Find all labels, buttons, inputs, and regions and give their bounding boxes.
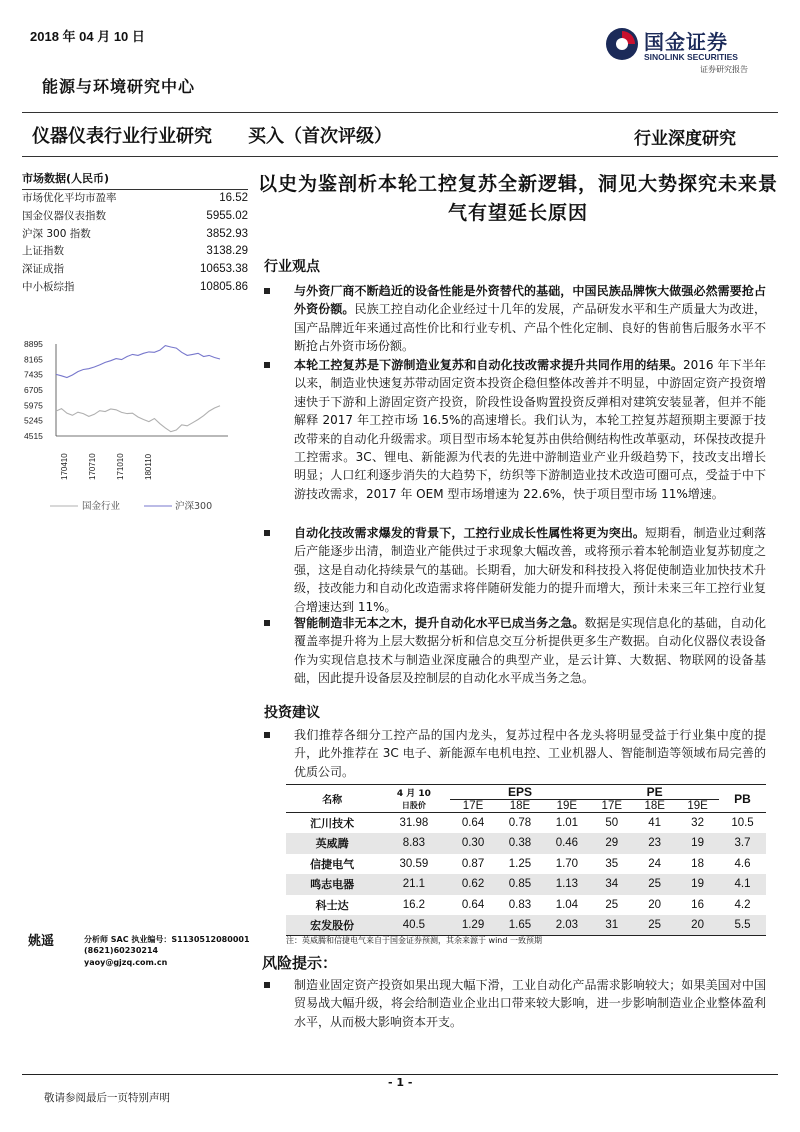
viewpoint-bold: 智能制造非无本之木，提升自动化水平已成当务之急。 [294, 616, 585, 630]
risk-text: 制造业固定资产投资如果出现大幅下滑，工业自动化产品需求影响较大；如果美国对中国贸易战大幅升级，将会给制造业企业出口带来较大影响，进一步影响制造业企业整体盈利水平，从而极大影响资本开支。 [294, 978, 766, 1029]
year-header: 19E [676, 800, 719, 813]
pe-cell: 19 [676, 833, 719, 854]
eps-cell: 1.25 [508, 857, 532, 870]
year-header: 18E [633, 800, 676, 813]
pe-cell: 34 [590, 874, 633, 895]
year-header: 19E [543, 800, 590, 813]
invest-text: 我们推荐各细分工控产品的国内龙头，复苏过程中各龙头将明显受益于行业集中度的提升，此外推荐在 3C 电子、新能源车电机电控、工业机器人、智能制造等领域布局完善的优质公司。 [294, 728, 766, 779]
market-data-title: 市场数据(人民币) [22, 170, 248, 190]
chart-legend-label: 沪深300 [175, 501, 213, 512]
stock-price: 30.59 [399, 857, 429, 870]
table-row [286, 833, 766, 854]
pe-cell: 16 [691, 898, 704, 911]
chart-y-tick-label: 8895 [24, 339, 43, 349]
chart-y-tick-label: 7435 [24, 369, 43, 380]
market-data-row [22, 208, 248, 226]
index-comparison-chart [22, 336, 248, 522]
chart-series-line [56, 406, 220, 432]
bullet-icon [264, 288, 270, 294]
stock-price: 8.83 [378, 833, 449, 854]
risk-section-title: 风险提示： [262, 954, 338, 972]
viewpoint-text: 2016 年下半年以来，制造业快速复苏带动固定资本投资企稳但整体改善并不明显，中游固定资产投资增速快于下游和上游固定资产投资，阶段性设备购置投资反弹相对建筑安装显著，但并不能解释 2017 年工控市场 16.5%的高速增长。我们认为，本轮工控复苏超预期主要源于技改带来的自动化升级需求。项目型市场本轮复苏由供给侧结构性改革驱动，环保技改提升工控需求。3C、锂电、新能源为代表的先进中游制造业产业升级趋势下，技改支出增长明显；人口红利逐步消失的大趋势下，纺织等下游制造业技术改造可圈可点，受益于中下游技改需求，2017 年 OEM 型市场增速为 22.6%，快于项目型市场 11%增速。 [294, 358, 766, 501]
footer-divider [22, 1074, 778, 1075]
stock-name: 英威腾 [286, 833, 378, 854]
stock-name: 宏发股份 [286, 915, 378, 936]
pe-cell: 32 [691, 817, 704, 829]
pe-cell: 18 [691, 857, 704, 870]
report-type: 行业深度研究 [634, 129, 736, 149]
company-logo [604, 24, 764, 66]
chart-x-tick-label: 170710 [88, 453, 97, 480]
pb-cell: 4.2 [734, 898, 751, 911]
pe-cell: 23 [633, 833, 676, 854]
market-data-row [22, 261, 248, 279]
pe-cell: 20 [676, 915, 719, 936]
analyst-email[interactable]: yaoy@gjzq.com.cn [84, 958, 168, 967]
eps-cell: 1.70 [555, 857, 579, 870]
col-pb-header: PB [719, 785, 766, 813]
viewpoint-section-title: 行业观点 [264, 259, 320, 275]
chart-svg [22, 336, 248, 522]
logo-chinese-name: 国金证券 [644, 30, 728, 54]
col-price-header: 4 月 10 [378, 785, 449, 800]
chart-y-tick-label: 5975 [24, 400, 43, 411]
viewpoint-bold: 本轮工控复苏是下游制造业复苏和自动化技改需求提升共同作用的结果。 [294, 358, 684, 372]
market-data-row [22, 279, 248, 297]
stock-price: 21.1 [378, 874, 449, 895]
eps-cell: 0.46 [543, 833, 590, 854]
page-number: - 1 - [388, 1076, 413, 1089]
chart-x-tick-label: 170410 [60, 453, 69, 480]
viewpoint-item [264, 282, 766, 356]
market-value: 10805.86 [200, 280, 248, 293]
eps-cell: 0.85 [497, 874, 544, 895]
viewpoint-item [264, 356, 766, 503]
pb-cell: 3.7 [719, 833, 766, 854]
market-data-row [22, 226, 248, 244]
chart-y-tick-label: 6705 [24, 385, 43, 395]
market-value: 3852.93 [206, 227, 248, 240]
report-main-title: 以史为鉴剖析本轮工控复苏全新逻辑，洞见大势探究未来景气有望延长原因 [258, 173, 779, 224]
eps-cell: 0.83 [508, 898, 532, 911]
viewpoint-text: 数据是实现信息化的基础，自动化覆盖率提升将为上层大数据分析和信息交互分析提供更多生产数据。自动化仪器仪表设备作为实现信息技术与制造业深度融合的典型产业，是云计算、大数据、物联网的设备基础，因此提升设备层及控制层的自动化水平成当务之急。 [294, 616, 766, 686]
table-row [286, 915, 766, 936]
pb-cell: 5.5 [719, 915, 766, 936]
viewpoint-item [264, 524, 766, 616]
year-header: 17E [590, 800, 633, 813]
bullet-icon [264, 362, 270, 368]
col-eps-header: EPS [450, 785, 591, 800]
col-name-header: 名称 [286, 785, 378, 813]
market-value: 5955.02 [206, 209, 248, 222]
analyst-cert: 分析师 SAC 执业编号：S1130512080001 [84, 935, 250, 944]
pe-cell: 25 [633, 874, 676, 895]
report-label: 证券研究报告 [700, 65, 748, 74]
pe-cell: 29 [590, 833, 633, 854]
rating: 买入（首次评级） [248, 126, 392, 147]
research-center: 能源与环境研究中心 [42, 77, 196, 96]
valuation-note: 注：英威腾和信捷电气来自于国金证券预测，其余来源于 wind 一致预期 [286, 936, 542, 945]
pe-cell: 20 [648, 898, 662, 911]
market-label: 市场优化平均市盈率 [22, 192, 117, 204]
pe-cell: 31 [590, 915, 633, 936]
chart-x-tick-label: 180110 [144, 453, 153, 480]
chart-y-tick-label: 8165 [24, 354, 43, 365]
chart-series-line [56, 346, 220, 378]
viewpoint-text: 民族工控自动化企业经过十几年的发展，产品研发水平和生产质量大为改进，国产品牌近年来通过高性价比和行业专机、产品个性化定制、良好的售前售后服务水平不断抢占外资市场份额。 [294, 302, 766, 354]
eps-cell: 0.78 [508, 817, 532, 829]
eps-cell: 2.03 [543, 915, 590, 936]
market-label: 上证指数 [22, 245, 64, 258]
stock-price: 31.98 [399, 817, 429, 829]
eps-cell: 1.01 [555, 817, 579, 829]
stock-name: 汇川技术 [310, 817, 355, 830]
table-row [286, 874, 766, 895]
report-date: 2018 年 04 月 10 日 [30, 29, 145, 44]
eps-cell: 1.65 [497, 915, 544, 936]
invest-item [264, 726, 766, 781]
invest-section-title: 投资建议 [264, 705, 320, 721]
logo-english-name: SINOLINK SECURITIES [644, 52, 738, 62]
stock-price: 40.5 [378, 915, 449, 936]
sinolink-logo-icon [604, 26, 640, 62]
analyst-info [22, 930, 262, 974]
bullet-icon [264, 620, 270, 626]
risk-item [264, 976, 766, 1031]
table-header-row [286, 785, 766, 800]
viewpoint-item [264, 614, 766, 688]
analyst-phone: (8621)60230214 [84, 946, 159, 955]
stock-name: 科士达 [315, 898, 349, 912]
chart-legend-label: 国金行业 [82, 501, 121, 512]
pe-cell: 25 [633, 915, 676, 936]
bullet-icon [264, 982, 270, 988]
viewpoint-bold: 与外资厂商不断趋近的设备性能是外资替代的基础，中国民族品牌恢大做强必然需要抢占外资份额。 [294, 284, 766, 317]
eps-cell: 1.13 [543, 874, 590, 895]
market-label: 国金仪器仪表指数 [22, 209, 106, 222]
eps-cell: 0.62 [450, 874, 497, 895]
year-header: 18E [497, 800, 544, 813]
pe-cell: 35 [605, 857, 619, 870]
market-value: 10653.38 [200, 263, 248, 276]
market-data-row [22, 190, 248, 208]
header-divider [22, 112, 778, 113]
chart-y-tick-label: 4515 [24, 431, 43, 441]
table-row [286, 895, 766, 916]
stock-name: 信捷电气 [310, 857, 355, 871]
pe-cell: 25 [605, 898, 619, 911]
eps-cell: 0.30 [450, 833, 497, 854]
market-value: 16.52 [219, 192, 248, 204]
eps-cell: 0.38 [497, 833, 544, 854]
eps-cell: 0.87 [461, 857, 485, 870]
chart-x-tick-label: 171010 [116, 453, 125, 480]
chart-y-tick-label: 5245 [24, 415, 43, 426]
footer-disclaimer: 敬请参阅最后一页特别声明 [44, 1092, 170, 1104]
eps-cell: 0.64 [461, 898, 485, 911]
col-price-subheader: 日股价 [378, 800, 449, 813]
market-data-panel [22, 170, 248, 297]
market-label: 中小板综指 [22, 280, 75, 293]
table-row [286, 813, 766, 834]
pe-cell: 19 [676, 874, 719, 895]
col-pe-header: PE [590, 785, 719, 800]
market-label: 沪深 300 指数 [22, 227, 91, 240]
pb-cell: 4.1 [719, 874, 766, 895]
valuation-table [286, 784, 766, 936]
industry-title: 仪器仪表行业行业研究 [32, 126, 212, 147]
pe-cell: 41 [648, 817, 662, 829]
bullet-icon [264, 732, 270, 738]
year-header: 17E [450, 800, 497, 813]
pb-cell: 10.5 [731, 817, 754, 829]
viewpoint-text: 短期看，制造业过剩落后产能逐步出清，制造业产能供过于求现象大幅改善，或将预示着本轮制造业复苏韧度之强，这是自动化持续景气的基础。长期看，加大研发和科技投入将促使制造业加快技术升级，技改能力和自动化改造需求将伴随研发能力的提升而增大，预计未来三年工控行业复合增速达到 11%。 [294, 526, 766, 614]
stock-name: 鸣志电器 [286, 874, 378, 895]
market-data-row [22, 243, 248, 261]
pe-cell: 50 [605, 817, 619, 829]
eps-cell: 0.64 [461, 817, 485, 829]
eps-cell: 1.29 [450, 915, 497, 936]
pe-cell: 24 [648, 857, 662, 870]
analyst-name: 姚遥 [28, 934, 55, 949]
table-row [286, 854, 766, 875]
market-label: 深证成指 [22, 263, 64, 276]
bullet-icon [264, 530, 270, 536]
title-divider [22, 156, 778, 157]
viewpoint-bold: 自动化技改需求爆发的背景下，工控行业成长性属性将更为突出。 [294, 526, 646, 540]
stock-price: 16.2 [402, 898, 426, 911]
pb-cell: 4.6 [734, 857, 751, 870]
market-value: 3138.29 [206, 245, 248, 258]
eps-cell: 1.04 [555, 898, 579, 911]
